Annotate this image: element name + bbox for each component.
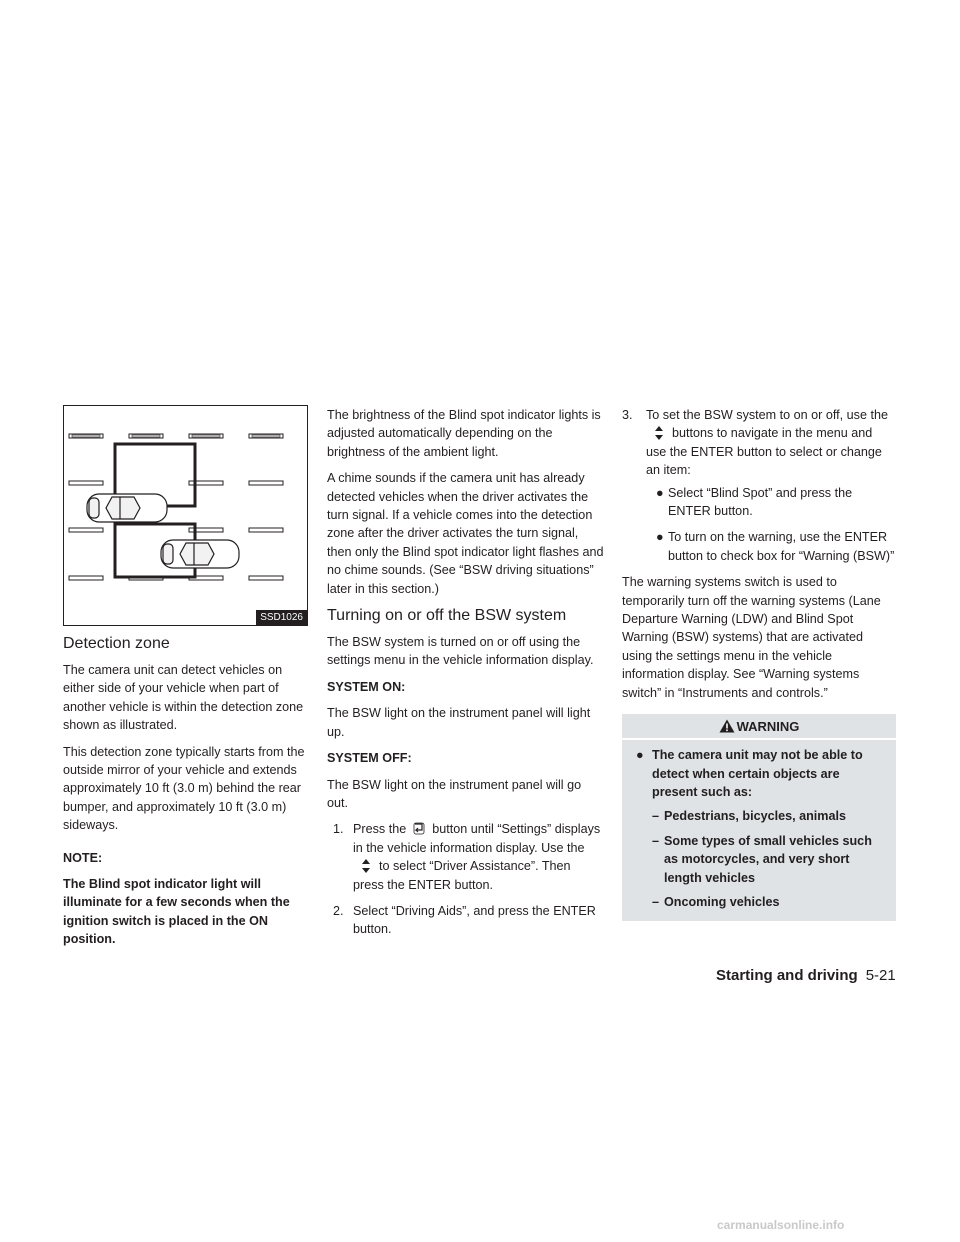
warning-triangle-icon	[719, 719, 735, 733]
figure-label: SSD1026	[256, 610, 307, 625]
paragraph: The BSW system is turned on or off using the settings menu in the vehicle information display.	[327, 635, 594, 668]
section-heading-turning-on-off: Turning on or off the BSW system	[327, 607, 567, 625]
paragraph: The brightness of the Blind spot indicator lights is adjusted automatically depending on the brightness of the ambient light.	[327, 408, 601, 459]
step-text: to select “Driver Assistance”. Then press the ENTER button.	[353, 859, 571, 892]
warning-title: WARNING	[736, 719, 800, 735]
bullet-text: To turn on the warning, use the ENTER button to check box for “Warning (BSW)”	[668, 530, 895, 563]
dash-icon: –	[652, 833, 660, 848]
own-vehicle	[87, 494, 167, 522]
warning-subitem-text: Pedestrians, bicycles, animals	[664, 809, 847, 824]
bullet-icon: ●	[656, 485, 664, 500]
page-footer	[716, 966, 896, 986]
warning-item	[622, 740, 896, 801]
paragraph: A chime sounds if the camera unit has already detected vehicles when the driver activates the turn signal. If a vehicle comes into the detection zone after the driver activates the turn signal, then only the Blind spot indicator light flashes and no chime sounds. (See “BSW driving situations” later in this section.)	[327, 471, 604, 596]
step-text: buttons to navigate in the menu and use the ENTER button to select or change an item:	[646, 426, 882, 478]
watermark: carmanualsonline.info	[717, 1218, 845, 1232]
list-item	[646, 484, 896, 521]
bullet-text: Select “Blind Spot” and press the ENTER button.	[668, 485, 853, 519]
warning-box	[622, 714, 896, 921]
list-item	[327, 820, 604, 894]
paragraph: The warning systems switch is used to temporarily turn off the warning systems (Lane Departure Warning (LDW) and Blind Spot Warning (BSW) systems) that are activated using the settings menu in the vehicle information display. See “Warning systems switch” in “Instruments and controls.”	[622, 575, 881, 700]
step-text: button until “Settings” displays in the vehicle information display. Use the	[353, 822, 601, 855]
paragraph: The camera unit can detect vehicles on either side of your vehicle when part of another vehicle is within the detection zone shown as illustrated.	[63, 663, 304, 733]
paragraph: This detection zone typically starts from the outside mirror of your vehicle and extends approximately 10 ft (3.0 m) behind the rear bumper, and approximately 10 ft (3.0 m) sideways.	[63, 744, 305, 833]
dash-icon: –	[652, 809, 660, 824]
bullet-icon: ●	[656, 530, 664, 545]
step-number: 1.	[333, 822, 344, 837]
dash-icon: –	[652, 894, 660, 909]
warning-subitem	[622, 893, 896, 911]
step-text: Select “Driving Aids”, and press the ENTER button.	[353, 903, 596, 937]
page-number: 5-21	[865, 967, 896, 984]
list-item	[327, 902, 604, 939]
steps-list	[327, 820, 604, 938]
section-heading-detection-zone: Detection zone	[63, 635, 170, 652]
note-text: The Blind spot indicator light will illuminate for a few seconds when the ignition switch is placed in the ON position.	[63, 877, 290, 947]
system-off-text: The BSW light on the instrument panel will go out.	[327, 777, 582, 810]
bullet-icon: ●	[636, 748, 644, 763]
warning-text: The camera unit may not be able to detect when certain objects are present such as:	[652, 748, 863, 799]
other-vehicle	[161, 540, 239, 568]
warning-subitem	[622, 807, 896, 825]
step-number: 2.	[333, 903, 344, 918]
footer-section-title: Starting and driving	[716, 967, 858, 984]
step-number: 3.	[622, 408, 633, 422]
steps-list-continued	[622, 406, 896, 565]
step-text: To set the BSW system to on or off, use the	[646, 408, 888, 422]
middle-column	[327, 406, 604, 947]
warning-header	[622, 714, 896, 740]
list-item	[622, 406, 896, 565]
system-on-label: SYSTEM ON:	[327, 679, 406, 694]
up-down-arrows-icon	[652, 426, 666, 440]
step-text: Press the	[353, 822, 407, 837]
list-item	[646, 528, 896, 565]
detection-zone-figure	[63, 405, 308, 626]
system-off-label: SYSTEM OFF:	[327, 751, 412, 766]
note-label: NOTE:	[63, 850, 103, 865]
back-button-icon	[412, 822, 426, 836]
warning-subitem-text: Oncoming vehicles	[664, 894, 780, 909]
up-down-arrows-icon	[359, 859, 373, 873]
detection-zone-diagram	[64, 406, 307, 625]
warning-subitem-text: Some types of small vehicles such as motorcycles, and very short length vehicles	[664, 833, 872, 885]
warning-subitem	[622, 832, 896, 887]
system-on-text: The BSW light on the instrument panel will light up.	[327, 706, 591, 739]
left-column	[63, 405, 308, 957]
right-column	[622, 406, 896, 921]
